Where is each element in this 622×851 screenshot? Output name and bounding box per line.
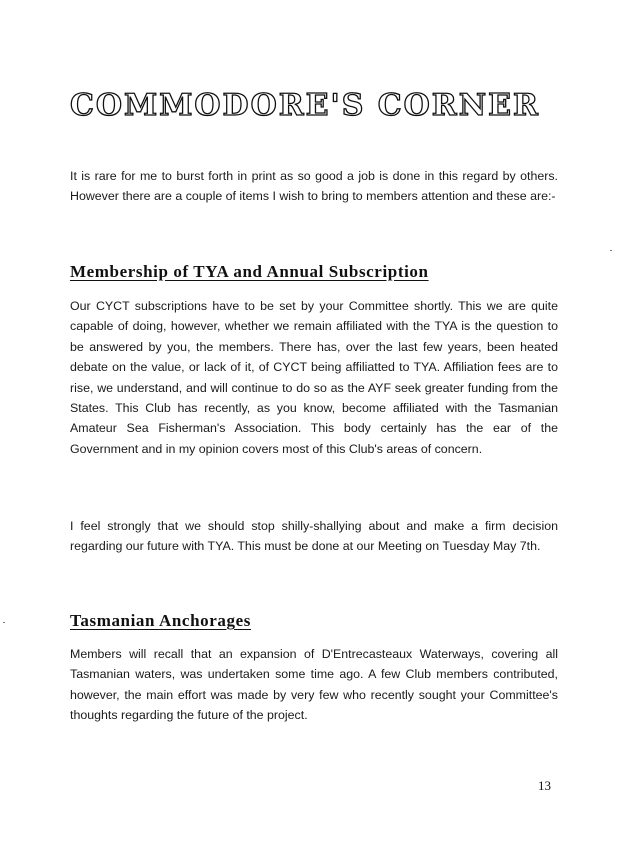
page-title: COMMODORE'S CORNER	[70, 88, 540, 123]
scan-speck	[610, 250, 612, 251]
page-number: 13	[538, 778, 551, 793]
section-heading-anchorages: Tasmanian Anchorages	[70, 611, 251, 630]
anchorages-paragraph-1: Members will recall that an expansion of D'Entrecasteaux Waterways, covering all Tasmanian waters, was undertaken some time ago. A few Club members contributed, however, the main effort was made by very few who recently sought your Committee's thoughts regarding the future of the project.	[70, 647, 558, 723]
section-heading-membership: Membership of TYA and Annual Subscription	[70, 262, 429, 281]
scan-speck	[3, 622, 5, 623]
membership-paragraph-1: Our CYCT subscriptions have to be set by your Committee shortly. This we are quite capable of doing, however, whether we remain affiliated with the TYA is the question to be answered by you, the members. There has, over the last few years, been heated debate on the value, or lack of it, of CYCT being affiliatted to TYA. Affiliation fees are to rise, we understand, and will continue to do so as the AYF seek greater funding from the States. This Club has recently, as you know, become affiliated with the Tasmanian Amateur Sea Fisherman's Association. This body certainly has the ear of the Government and in my opinion covers most of this Club's areas of concern.	[70, 299, 558, 456]
membership-paragraph-2: I feel strongly that we should stop shilly-shallying about and make a firm decision regarding our future with TYA. This must be done at our Meeting on Tuesday May 7th.	[70, 519, 558, 554]
intro-paragraph: It is rare for me to burst forth in print as so good a job is done in this regard by others. However there are a couple of items I wish to bring to members attention and these are:-	[70, 169, 558, 204]
